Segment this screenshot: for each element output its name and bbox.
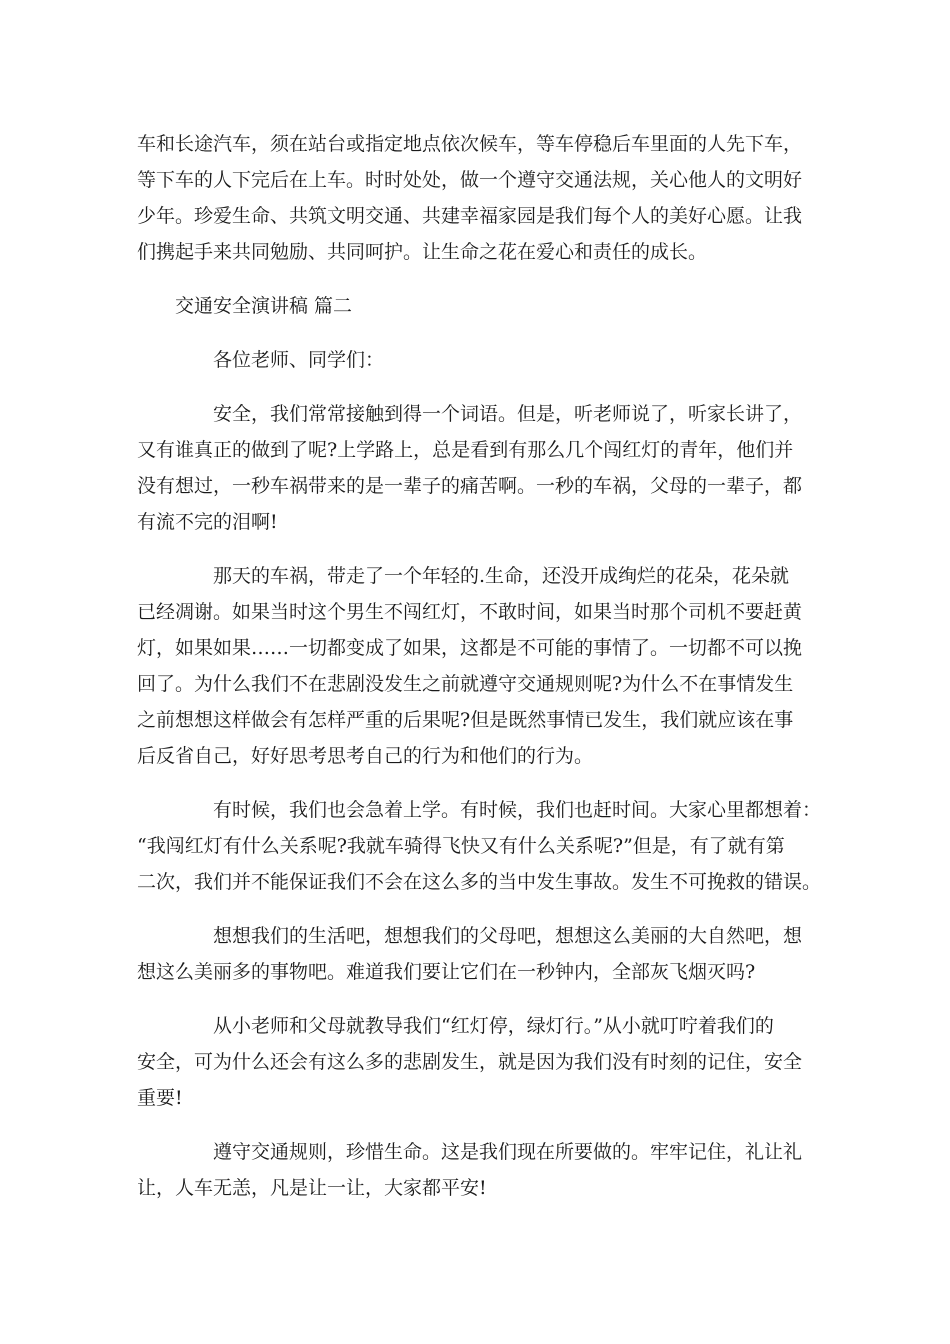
salutation: 各位老师、同学们：	[213, 349, 385, 371]
text-line: 后反省自己，好好思考思考自己的行为和他们的行为。	[137, 745, 594, 767]
text-line: 们携起手来共同勉励、共同呵护。让生命之花在爱心和责任的成长。	[137, 241, 708, 263]
text-line: 回了。为什么我们不在悲剧没发生之前就遵守交通规则呢?为什么不在事情发生	[137, 673, 794, 695]
text-line: 车和长途汽车，须在站台或指定地点依次候车，等车停稳后车里面的人先下车，	[137, 133, 803, 155]
text-line: 灯，如果如果……一切都变成了如果，这都是不可能的事情了。一切都不可以挽	[137, 637, 803, 659]
text-line: 重要!	[137, 1087, 183, 1109]
text-line: 想这么美丽多的事物吧。难道我们要让它们在一秒钟内，全部灰飞烟灭吗?	[137, 961, 756, 983]
text-line: 有时候，我们也会急着上学。有时候，我们也赶时间。大家心里都想着：	[213, 799, 822, 821]
text-line: 之前想想这样做会有怎样严重的后果呢?但是既然事情已发生，我们就应该在事	[137, 709, 794, 731]
text-line: 那天的车祸，带走了一个年轻的.生命，还没开成绚烂的花朵，花朵就	[213, 565, 790, 587]
text-line: 没有想过，一秒车祸带来的是一辈子的痛苦啊。一秒的车祸，父母的一辈子，都	[137, 475, 803, 497]
text-line: 想想我们的生活吧，想想我们的父母吧，想想这么美丽的大自然吧，想	[213, 925, 803, 947]
section-title: 交通安全演讲稿 篇二	[175, 295, 353, 317]
text-line: “我闯红灯有什么关系呢?我就车骑得飞快又有什么关系呢?”但是，有了就有第	[137, 835, 785, 857]
text-line: 二次，我们并不能保证我们不会在这么多的当中发生事故。发生不可挽救的错误。	[137, 871, 822, 893]
text-line: 已经凋谢。如果当时这个男生不闯红灯，不敢时间，如果当时那个司机不要赶黄	[137, 601, 803, 623]
text-line: 有流不完的泪啊!	[137, 511, 278, 533]
text-line: 让，人车无恙，凡是让一让，大家都平安!	[137, 1177, 487, 1199]
text-line: 从小老师和父母就教导我们“红灯停，绿灯行。”从小就叮咛着我们的	[213, 1015, 774, 1037]
text-line: 少年。珍爱生命、共筑文明交通、共建幸福家园是我们每个人的美好心愿。让我	[137, 205, 803, 227]
text-line: 安全，可为什么还会有这么多的悲剧发生，就是因为我们没有时刻的记住，安全	[137, 1051, 803, 1073]
text-line: 等下车的人下完后在上车。时时处处，做一个遵守交通法规，关心他人的文明好	[137, 169, 803, 191]
text-line: 安全，我们常常接触到得一个词语。但是，听老师说了，听家长讲了，	[213, 403, 803, 425]
text-line: 又有谁真正的做到了呢?上学路上，总是看到有那么几个闯红灯的青年，他们并	[137, 439, 794, 461]
text-line: 遵守交通规则，珍惜生命。这是我们现在所要做的。牢牢记住，礼让礼	[213, 1141, 803, 1163]
